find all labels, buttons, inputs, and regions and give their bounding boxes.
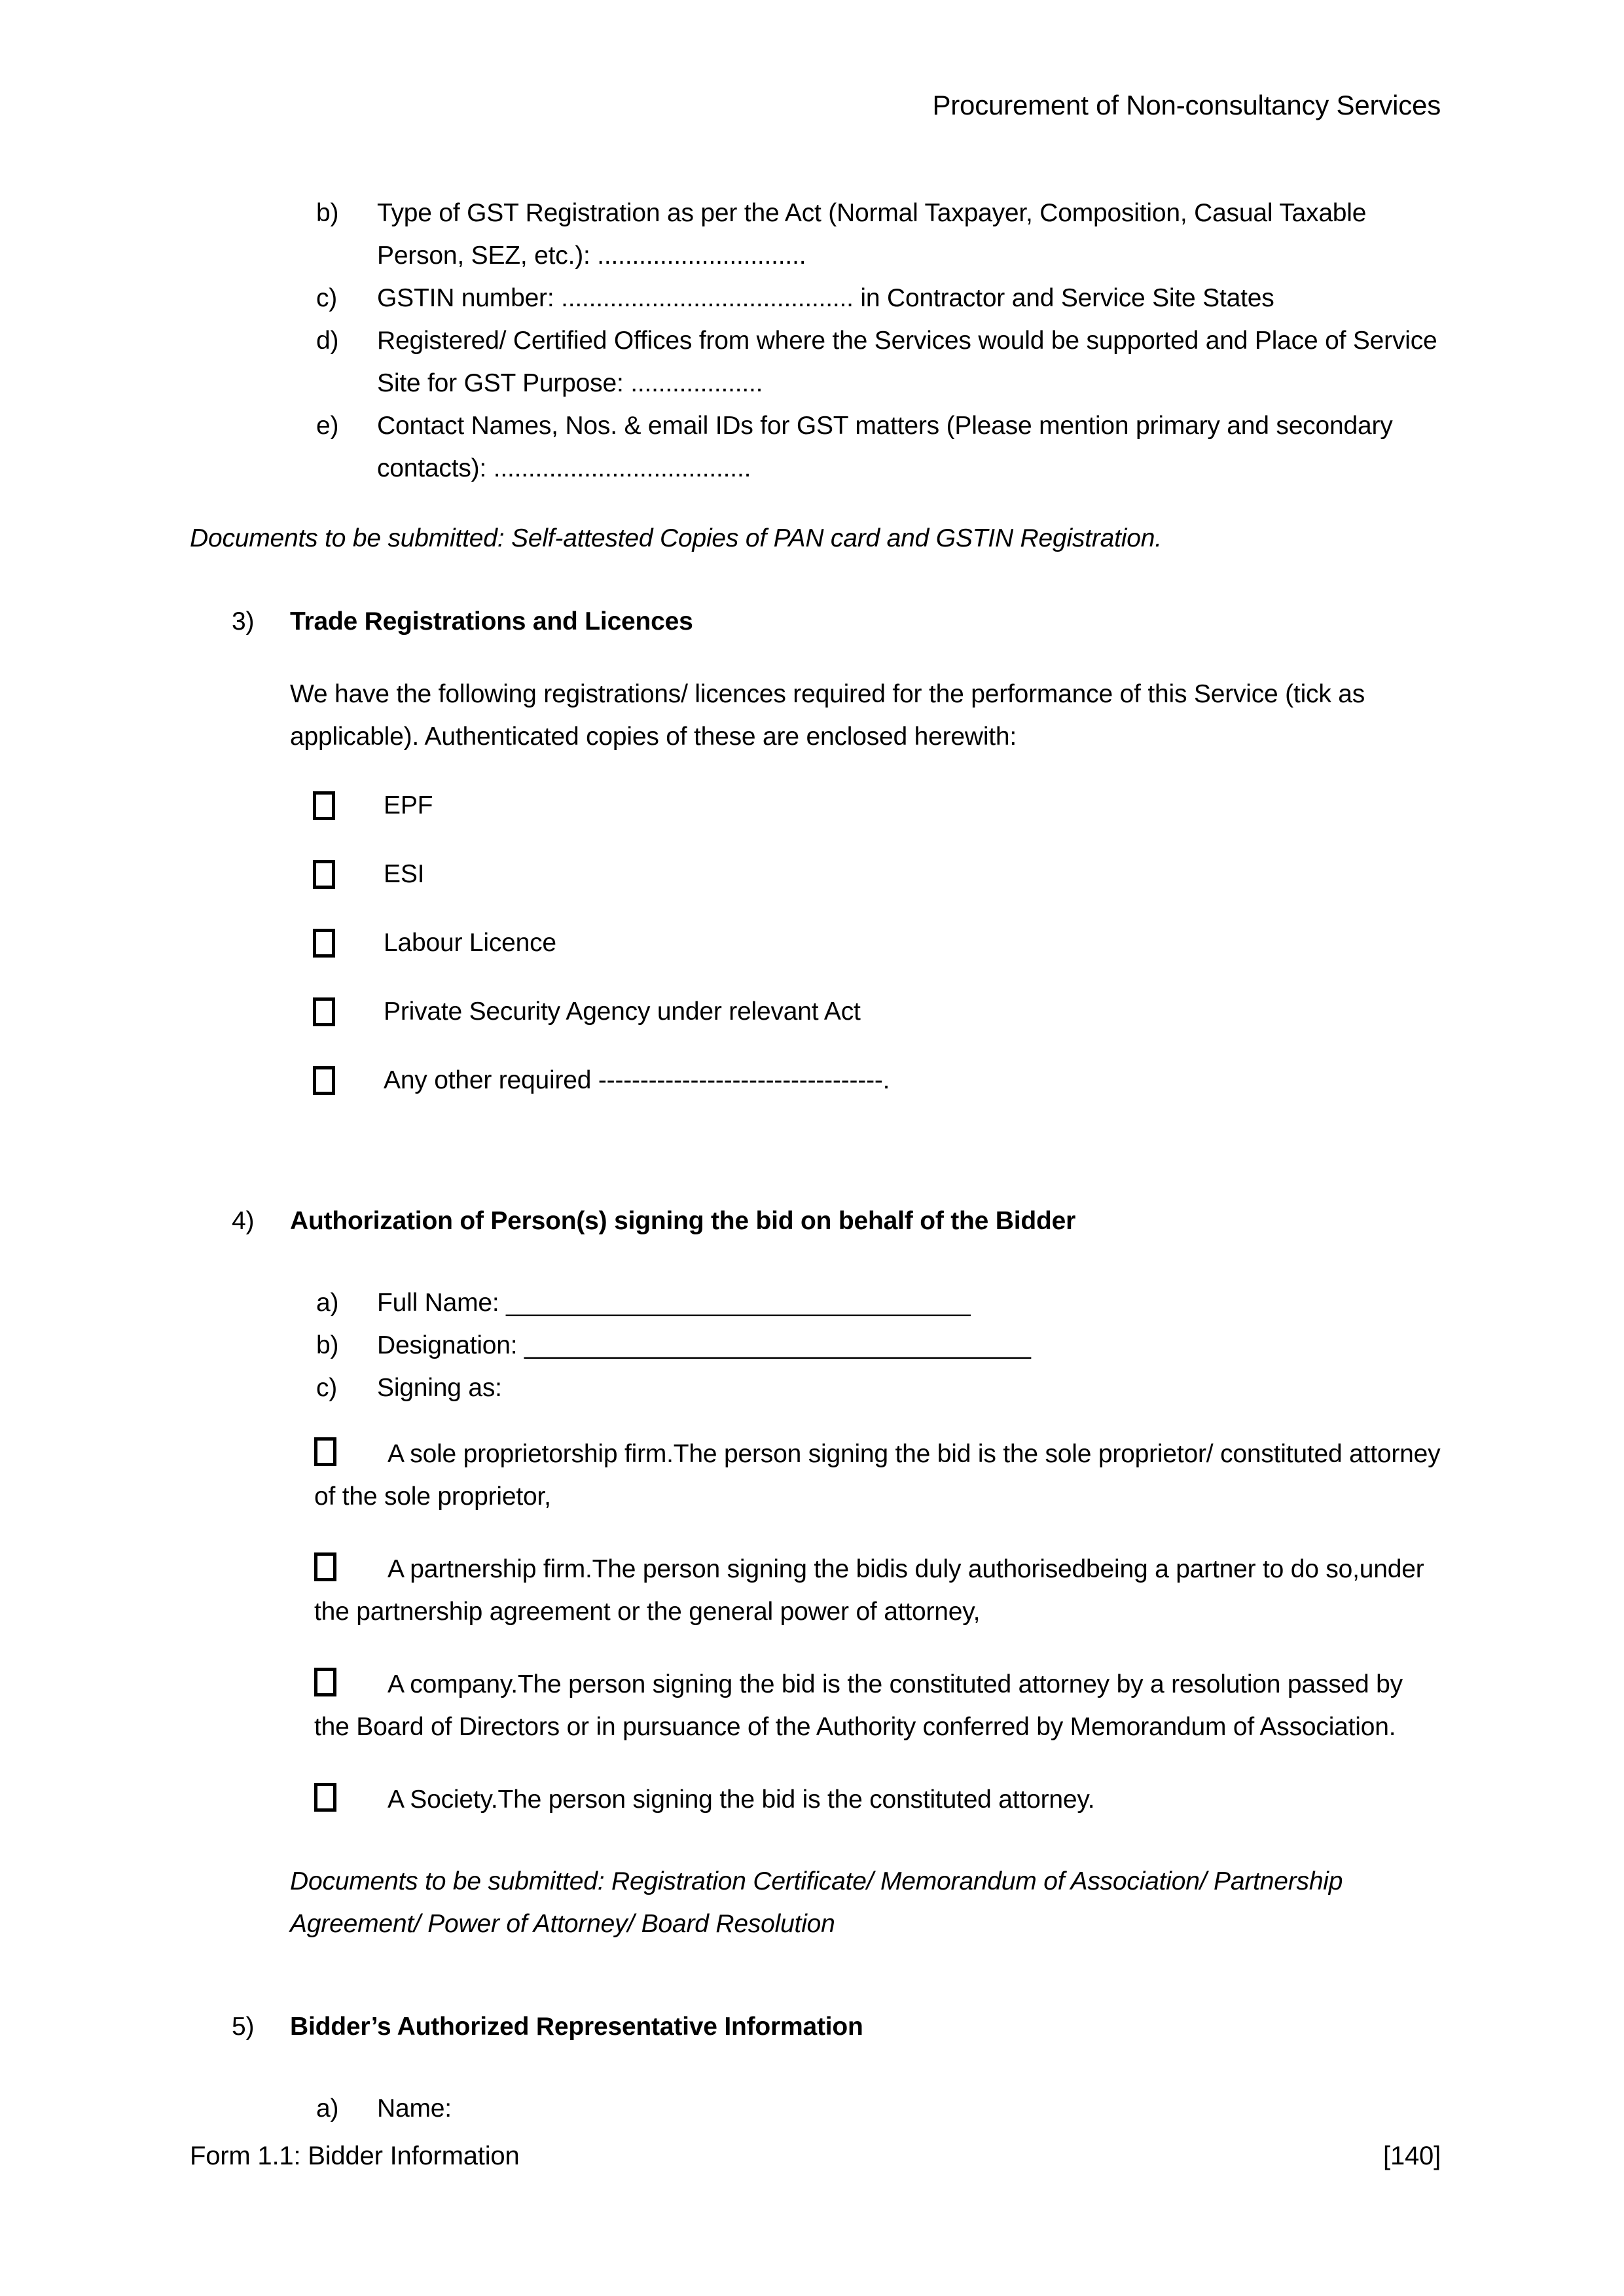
checkbox-label: EPF <box>384 791 433 819</box>
licence-option-labour-licence <box>313 922 1441 964</box>
licence-option-private-security-agency <box>313 990 1441 1033</box>
checkbox-label: Private Security Agency under relevant Act <box>384 997 861 1026</box>
list-text: Contact Names, Nos. & email IDs for GST matters (Please mention primary and secondary contacts): ..................................... <box>377 412 1393 482</box>
checkbox-icon[interactable] <box>314 1437 336 1466</box>
list-letter: a) <box>316 2094 339 2123</box>
checkbox-icon[interactable] <box>314 1552 336 1581</box>
section-title: Bidder’s Authorized Representative Information <box>290 2013 863 2041</box>
field-label: Designation: ____________________________________ <box>377 1331 1031 1359</box>
option-text: A sole proprietorship firm.The person signing the bid is the sole proprietor/ constituted attorney of the sole proprietor, <box>314 1440 1441 1511</box>
checkbox-icon[interactable] <box>314 1668 336 1696</box>
list-letter: b) <box>316 199 339 227</box>
footer-form-title: Form 1.1: Bidder Information <box>190 2142 520 2170</box>
field-designation <box>316 1324 1441 1367</box>
section-number: 3) <box>232 607 255 636</box>
list-letter: d) <box>316 327 339 355</box>
checkbox-label: Labour Licence <box>384 929 556 957</box>
signing-option-company <box>314 1663 1441 1748</box>
list-text: GSTIN number: .......................................... in Contractor and Service Site States <box>377 284 1274 312</box>
page-header-title: Procurement of Non-consultancy Services <box>932 90 1441 120</box>
field-label: Name: <box>377 2094 452 2123</box>
list-letter: c) <box>316 1374 338 1402</box>
signing-option-partnership-firm <box>314 1548 1441 1633</box>
section-title: Trade Registrations and Licences <box>290 607 693 636</box>
option-text: A company.The person signing the bid is the constituted attorney by a resolution passed by the Board of Directors or in pursuance of the Authority conferred by Memorandum of Association. <box>314 1670 1403 1741</box>
section-5-heading <box>232 2005 1441 2048</box>
licence-option-any-other <box>313 1059 1441 1102</box>
authorization-documents-note: Documents to be submitted: Registration Certificate/ Memorandum of Association/ Partnership Agreement/ Power of Attorney/ Board Resolution <box>290 1867 1343 1938</box>
field-full-name <box>316 1282 1441 1324</box>
field-representative-name <box>316 2087 1441 2130</box>
list-letter: e) <box>316 412 339 440</box>
list-letter: c) <box>316 284 338 312</box>
section-3-intro: We have the following registrations/ licences required for the performance of this Service (tick as applicable). Authenticated copies of these are enclosed herewith: <box>290 680 1365 751</box>
section-number: 5) <box>232 2013 255 2041</box>
licence-option-epf <box>313 784 1441 827</box>
gst-item-b <box>316 192 1441 277</box>
option-text: A Society.The person signing the bid is the constituted attorney. <box>388 1785 1095 1814</box>
field-label: Signing as: <box>377 1374 502 1402</box>
footer-page-number: [140] <box>1383 2142 1441 2170</box>
section-4-fields <box>190 1282 1441 1409</box>
page-footer <box>190 2135 1441 2178</box>
checkbox-icon[interactable] <box>313 1066 335 1095</box>
gst-item-c <box>316 277 1441 319</box>
section-number: 4) <box>232 1207 255 1235</box>
gst-item-e <box>316 404 1441 490</box>
checkbox-icon[interactable] <box>313 997 335 1026</box>
field-label: Full Name: _________________________________ <box>377 1289 971 1317</box>
page-header <box>190 84 1441 126</box>
signing-option-society <box>314 1778 1441 1821</box>
field-signing-as <box>316 1367 1441 1409</box>
checkbox-icon[interactable] <box>313 929 335 958</box>
checkbox-label: Any other required ----------------------------------. <box>384 1066 890 1094</box>
option-text: A partnership firm.The person signing the bidis duly authorisedbeing a partner to do so,under the partnership agreement or the general power of attorney, <box>314 1555 1424 1626</box>
section-4-heading <box>232 1200 1441 1242</box>
list-text: Type of GST Registration as per the Act (Normal Taxpayer, Composition, Casual Taxable Person, SEZ, etc.): .............................. <box>377 199 1367 270</box>
checkbox-label: ESI <box>384 860 425 888</box>
list-letter: a) <box>316 1289 339 1317</box>
list-text: Registered/ Certified Offices from where the Services would be supported and Place of Service Site for GST Purpose: ................... <box>377 327 1437 397</box>
gst-documents-note: Documents to be submitted: Self-attested Copies of PAN card and GSTIN Registration. <box>190 524 1162 552</box>
licence-option-esi <box>313 853 1441 895</box>
checkbox-icon[interactable] <box>313 791 335 820</box>
section-title: Authorization of Person(s) signing the bid on behalf of the Bidder <box>290 1207 1076 1235</box>
checkbox-icon[interactable] <box>313 860 335 889</box>
section-3-heading <box>232 600 1441 643</box>
signing-option-sole-proprietorship <box>314 1433 1441 1518</box>
list-letter: b) <box>316 1331 339 1359</box>
checkbox-icon[interactable] <box>314 1783 336 1812</box>
gst-item-d <box>316 319 1441 404</box>
